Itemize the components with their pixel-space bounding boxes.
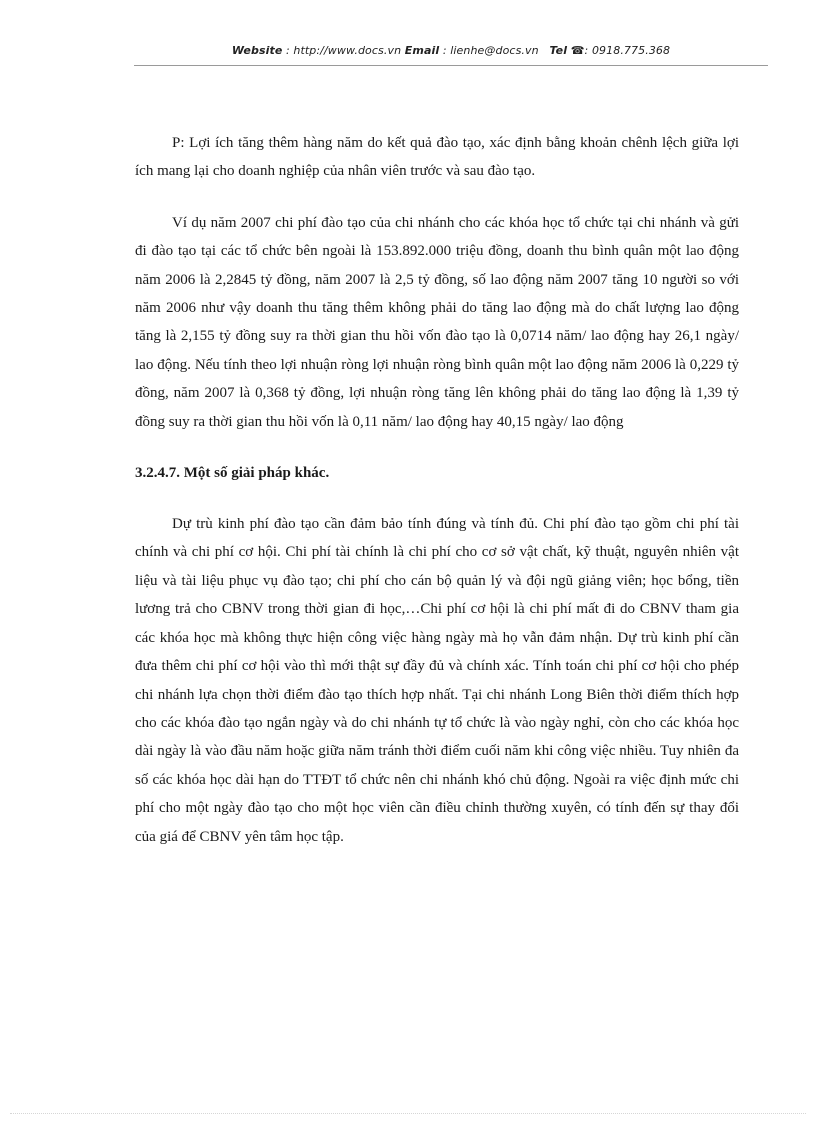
website-label: Website (231, 44, 283, 57)
paragraph-training-budget: Dự trù kinh phí đào tạo cần đảm bảo tính đúng và tính đủ. Chi phí đào tạo gồm chi phí tài chính và chi phí cơ hội. Chi phí tài chính là chi phí cho cơ sở vật chất, kỹ thuật, nguyên nhiên vật liệu và tài liệu phục vụ đào tạo; chi phí cho cán bộ quản lý và đội ngũ giảng viên; học bổng, tiền lương trả cho CBNV trong thời gian đi học,…Chi phí cơ hội là chi phí mất đi do CBNV tham gia các khóa học mà không thực hiện công việc hàng ngày mà họ vẫn đảm nhận. Dự trù kinh phí cần đưa thêm chi phí cơ hội vào thì mới thật sự đầy đủ và chính xác. Tính toán chi phí cơ hội cho phép chi nhánh lựa chọn thời điểm đào tạo thích hợp nhất. Tại chi nhánh Long Biên thời điểm thích hợp cho các khóa đào tạo ngắn ngày và do chi nhánh tự tổ chức là vào ngày nghỉ, còn cho các khóa học dài ngày là vào đầu năm hoặc giữa năm tránh thời điểm cuối năm khi công việc nhiều. Tuy nhiên đa số các khóa học dài hạn do TTĐT tổ chức nên chi nhánh khó chủ động. Ngoài ra việc định mức chi phí cho một ngày đào tạo cho một học viên cần điều chỉnh thường xuyên, có tính đến sự thay đổi của giá để CBNV yên tâm học tập. (135, 516, 739, 845)
page-bottom-border (10, 1113, 806, 1114)
paragraph-benefit-definition: P: Lợi ích tăng thêm hàng năm do kết quả đào tạo, xác định bằng khoản chênh lệch giữa lợi ích mang lại cho doanh nghiệp của nhân viên trước và sau đào tạo. (135, 135, 739, 180)
tel-label: Tel (549, 44, 568, 57)
tel-number: 0918.775.368 (591, 44, 671, 57)
document-body (135, 129, 739, 874)
email-label: Email (404, 44, 440, 57)
phone-icon: ☎ (570, 44, 585, 57)
website-separator: : (282, 44, 294, 57)
header-divider (134, 65, 768, 66)
email-separator: : (439, 44, 451, 57)
page-header (134, 44, 768, 64)
website-url[interactable]: http://www.docs.vn (293, 44, 402, 57)
email-address[interactable]: lienhe@docs.vn (450, 44, 539, 57)
section-heading: 3.2.4.7. Một số giải pháp khác. (135, 465, 330, 482)
paragraph-example-2007: Ví dụ năm 2007 chi phí đào tạo của chi nhánh cho các khóa học tổ chức tại chi nhánh và gửi đi đào tạo tại các tổ chức bên ngoài là 153.892.000 triệu đồng, doanh thu bình quân một lao động năm 2006 là 2,2845 tỷ đồng, năm 2007 là 2,5 tỷ đồng, số lao động năm 2007 tăng 10 người so với năm 2006 như vậy doanh thu tăng thêm không phải do tăng lao động mà do chất lượng lao động tăng là 2,155 tỷ đồng suy ra thời gian thu hồi vốn đào tạo là 0,0714 năm/ lao động hay 26,1 ngày/ lao động. Nếu tính theo lợi nhuận ròng lợi nhuận ròng bình quân một lao động năm 2006 là 0,229 tỷ đồng, năm 2007 là 0,368 tỷ đồng, lợi nhuận ròng tăng lên không phải do tăng lao động là 1,39 tỷ đồng suy ra thời gian thu hồi vốn là 0,11 năm/ lao động hay 40,15 ngày/ lao động (135, 214, 739, 430)
tel-separator: : (584, 44, 592, 57)
